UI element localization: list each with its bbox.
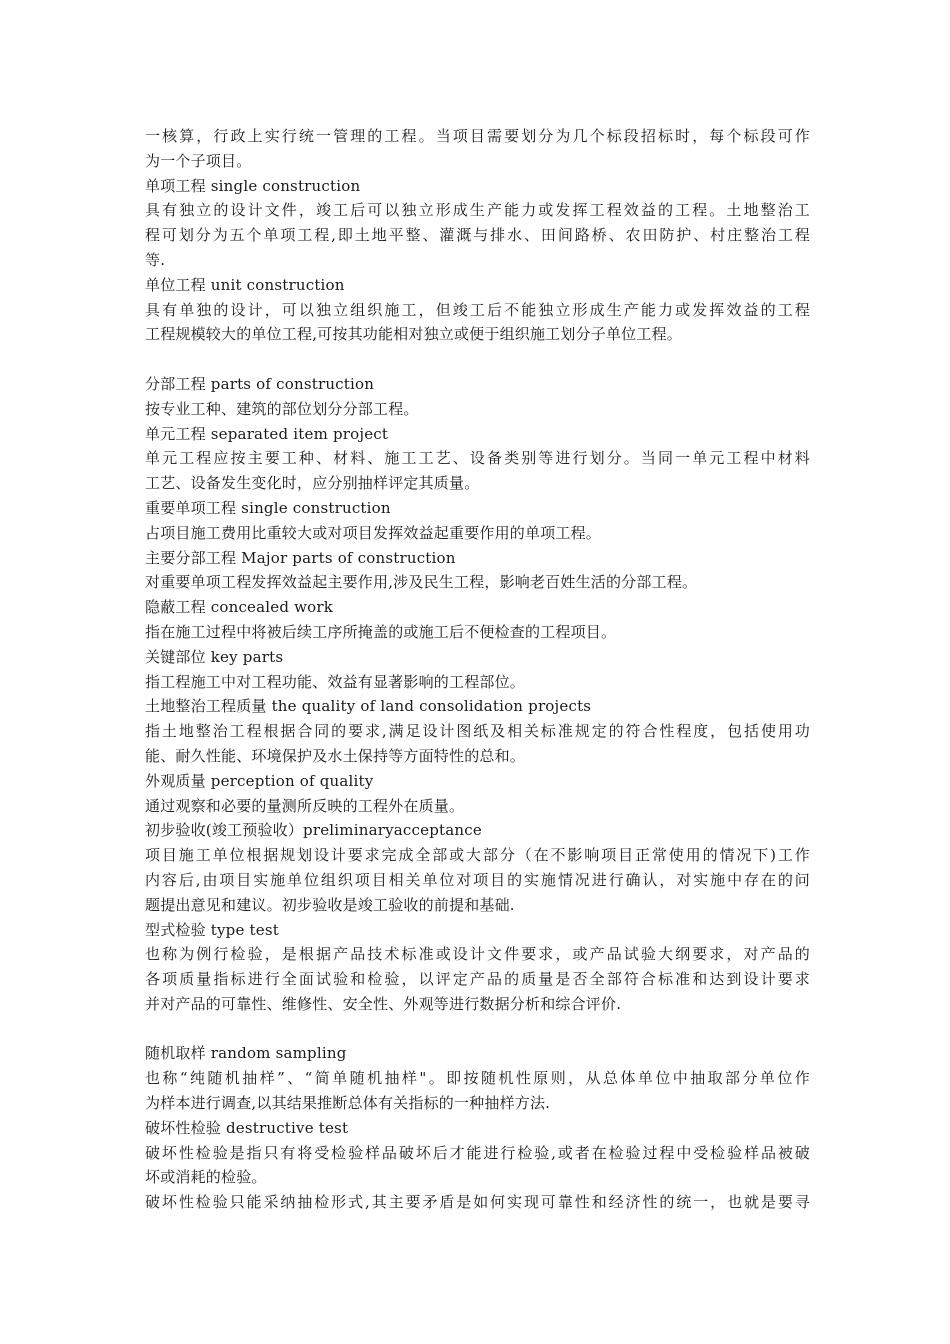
text-line: 对重要单项工程发挥效益起主要作用,涉及民生工程，影响老百姓生活的分部工程。 bbox=[145, 573, 698, 592]
text-line: 型式检验 type test bbox=[145, 920, 279, 939]
text-line: 工程规模较大的单位工程,可按其功能相对独立或便于组织施工划分子单位工程。 bbox=[145, 325, 682, 344]
text-line: 各项质量指标进行全面试验和检验，以评定产品的质量是否全部符合标准和达到设计要求 bbox=[145, 970, 810, 989]
text-line: 单项工程 single construction bbox=[145, 176, 361, 195]
text-line: 工艺、设备发生变化时，应分别抽样评定其质量。 bbox=[145, 474, 480, 493]
text-line: 破坏性检验只能采纳抽检形式,其主要矛盾是如何实现可靠性和经济性的统一，也就是要寻 bbox=[145, 1193, 810, 1212]
text-line: 破坏性检验 destructive test bbox=[145, 1118, 349, 1137]
text-line: 指工程施工中对工程功能、效益有显著影响的工程部位。 bbox=[145, 672, 526, 691]
text-line: 程可划分为五个单项工程,即土地平整、灌溉与排水、田间路桥、农田防护、村庄整治工程 bbox=[145, 226, 810, 245]
text-line: 分部工程 parts of construction bbox=[145, 374, 375, 393]
text-line: 破坏性检验是指只有将受检验样品破坏后才能进行检验,或者在检验过程中受检验样品被破 bbox=[145, 1143, 810, 1162]
text-line: 为样本进行调查,以其结果推断总体有关指标的一种抽样方法. bbox=[145, 1094, 551, 1113]
text-line: 单元工程应按主要工种、材料、施工工艺、设备类别等进行划分。当同一单元工程中材料 bbox=[145, 449, 810, 468]
text-line: 单元工程 separated item project bbox=[145, 424, 389, 443]
text-line: 主要分部工程 Major parts of construction bbox=[145, 548, 456, 567]
text-line: 通过观察和必要的量测所反映的工程外在质量。 bbox=[145, 796, 465, 815]
text-line: 隐蔽工程 concealed work bbox=[145, 598, 334, 617]
text-line: 为一个子项目。 bbox=[145, 151, 252, 170]
document-body bbox=[145, 124, 810, 1215]
text-line: 初步验收(竣工预验收）preliminaryacceptance bbox=[145, 821, 482, 840]
text-line: 指在施工过程中将被后续工序所掩盖的或施工后不便检查的工程项目。 bbox=[145, 622, 617, 641]
text-line: 坏或消耗的检验。 bbox=[145, 1168, 267, 1187]
text-line: 内容后,由项目实施单位组织项目相关单位对项目的实施情况进行确认，对实施中存在的问 bbox=[145, 870, 810, 889]
text-line: 等. bbox=[145, 250, 166, 269]
blank-line bbox=[145, 1017, 810, 1042]
text-line: 并对产品的可靠性、维修性、安全性、外观等进行数据分析和综合评价. bbox=[145, 994, 622, 1013]
blank-line bbox=[145, 347, 810, 372]
text-line: 随机取样 random sampling bbox=[145, 1044, 347, 1063]
text-line: 题提出意见和建议。初步验收是竣工验收的前提和基础. bbox=[145, 895, 515, 914]
text-line: 外观质量 perception of quality bbox=[145, 771, 374, 790]
text-line: 重要单项工程 single construction bbox=[145, 498, 391, 517]
text-line: 土地整治工程质量 the quality of land consolidation projects bbox=[145, 697, 592, 716]
text-line: 能、耐久性能、环境保护及水土保持等方面特性的总和。 bbox=[145, 746, 526, 765]
text-line: 按专业工种、建筑的部位划分分部工程。 bbox=[145, 399, 419, 418]
text-line: 具有独立的设计文件，竣工后可以独立形成生产能力或发挥工程效益的工程。土地整治工 bbox=[145, 201, 810, 220]
text-line: 也称“纯随机抽样”、“简单随机抽样"。即按随机性原则，从总体单位中抽取部分单位作 bbox=[145, 1069, 810, 1088]
text-line: 一核算，行政上实行统一管理的工程。当项目需要划分为几个标段招标时，每个标段可作 bbox=[145, 127, 810, 145]
text-line: 关键部位 key parts bbox=[145, 647, 284, 666]
text-line: 单位工程 unit construction bbox=[145, 275, 345, 294]
text-line: 也称为例行检验，是根据产品技术标准或设计文件要求，或产品试验大纲要求，对产品的 bbox=[145, 945, 810, 964]
text-line: 项目施工单位根据规划设计要求完成全部或大部分（在不影响项目正常使用的情况下)工作 bbox=[145, 846, 810, 865]
text-line: 占项目施工费用比重较大或对项目发挥效益起重要作用的单项工程。 bbox=[145, 523, 602, 542]
text-line: 指土地整治工程根据合同的要求,满足设计图纸及相关标准规定的符合性程度，包括使用功 bbox=[145, 722, 810, 741]
text-line: 具有单独的设计，可以独立组织施工，但竣工后不能独立形成生产能力或发挥效益的工程 bbox=[145, 300, 810, 319]
